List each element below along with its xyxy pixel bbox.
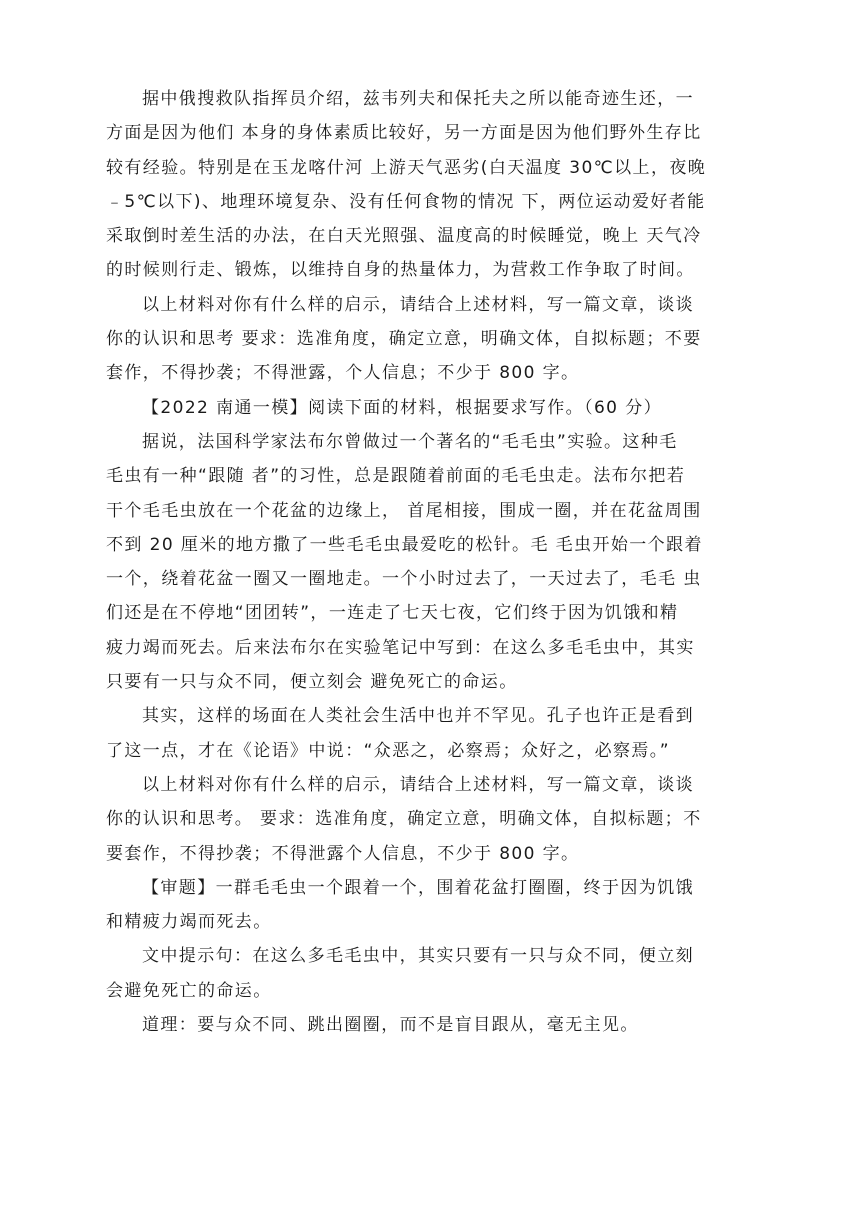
text-line: 们还是在不停地“团团转”，一连走了七天七夜，它们终于因为饥饿和精 [106, 603, 679, 624]
text-line: ﹣5℃以下)、地理环境复杂、没有任何食物的情况 下，两位运动爱好者能 [106, 191, 706, 212]
caterpillar-passage [106, 425, 754, 699]
text-line: 毛虫有一种“跟随 者”的习性，总是跟随着前面的毛毛虫走。法布尔把若 [106, 466, 686, 487]
text-line: 干个毛毛虫放在一个花盆的边缘上， 首尾相接，围成一圈，并在花盆周围 [106, 500, 702, 521]
text-line: 套作，不得抄袭；不得泄露，个人信息；不少于 800 字。 [106, 363, 580, 384]
text-line: 了这一点，才在《论语》中说：“众恶之，必察焉；众好之，必察焉。” [106, 740, 670, 761]
text-line: 方面是因为他们 本身的身体素质比较好，另一方面是因为他们野外生存比 [106, 123, 702, 144]
text-line: 你的认识和思考 要求：选准角度，确定立意，明确文体，自拟标题；不要 [106, 329, 702, 350]
text-line: 的时候则行走、锻炼，以维持自身的热量体力，为营救工作争取了时间。 [106, 260, 695, 281]
text-line: 会避免死亡的命运。 [106, 980, 272, 1001]
text-line: 要套作，不得抄袭；不得泄露个人信息，不少于 800 字。 [106, 843, 580, 864]
text-line: 据说，法国科学家法布尔曾做过一个著名的“毛毛虫”实验。这种毛 [142, 431, 678, 452]
text-line: 一个，绕着花盆一圈又一圈地走。一个小时过去了，一天过去了，毛毛 虫 [106, 569, 702, 590]
rescue-passage [106, 82, 754, 288]
text-line: 不到 20 厘米的地方撒了一些毛毛虫最爱吃的松针。毛 毛虫开始一个跟着 [106, 534, 703, 555]
exam-heading [106, 391, 754, 425]
text-line: 【审题】一群毛毛虫一个跟着一个，围着花盆打圈圈，终于因为饥饿 [142, 877, 694, 898]
confucius-passage [106, 699, 754, 768]
text-line: 文中提示句：在这么多毛毛虫中，其实只要有一只与众不同，便立刻 [142, 946, 694, 967]
text-line: 只要有一只与众不同，便立刻会 避免死亡的命运。 [106, 672, 518, 693]
text-line: 据中俄搜救队指挥员介绍，兹韦列夫和保托夫之所以能奇迹生还，一 [142, 89, 694, 109]
text-line: 道理：要与众不同、跳出圈圈，而不是盲目跟从，毫无主见。 [142, 1015, 639, 1036]
text-line: 你的认识和思考。 要求：选准角度，确定立意，明确文体，自拟标题；不 [106, 809, 702, 830]
text-line: 其实，这样的场面在人类社会生活中也并不罕见。孔子也许正是看到 [142, 706, 694, 727]
writing-prompt-1 [106, 288, 754, 391]
text-line: 和精疲力竭而死去。 [106, 912, 272, 933]
text-line: 【2022 南通一模】阅读下面的材料，根据要求写作。（60 分） [142, 397, 663, 418]
text-line: 采取倒时差生活的办法，在白天光照强、温度高的时候睡觉，晚上 天气冷 [106, 226, 702, 247]
text-line: 较有经验。特别是在玉龙喀什河 上游天气恶劣(白天温度 30℃以上，夜晚 [106, 157, 707, 178]
text-line: 以上材料对你有什么样的启示，请结合上述材料，写一篇文章，谈谈 [142, 294, 694, 315]
text-line: 以上材料对你有什么样的启示，请结合上述材料，写一篇文章，谈谈 [142, 774, 694, 795]
principle-paragraph [106, 1008, 754, 1042]
text-line: 疲力竭而死去。后来法布尔在实验笔记中写到：在这么多毛毛虫中，其实 [106, 637, 695, 658]
writing-prompt-2 [106, 768, 754, 871]
key-sentence-paragraph [106, 939, 754, 1008]
document-page [106, 82, 754, 1042]
analysis-paragraph [106, 871, 754, 940]
